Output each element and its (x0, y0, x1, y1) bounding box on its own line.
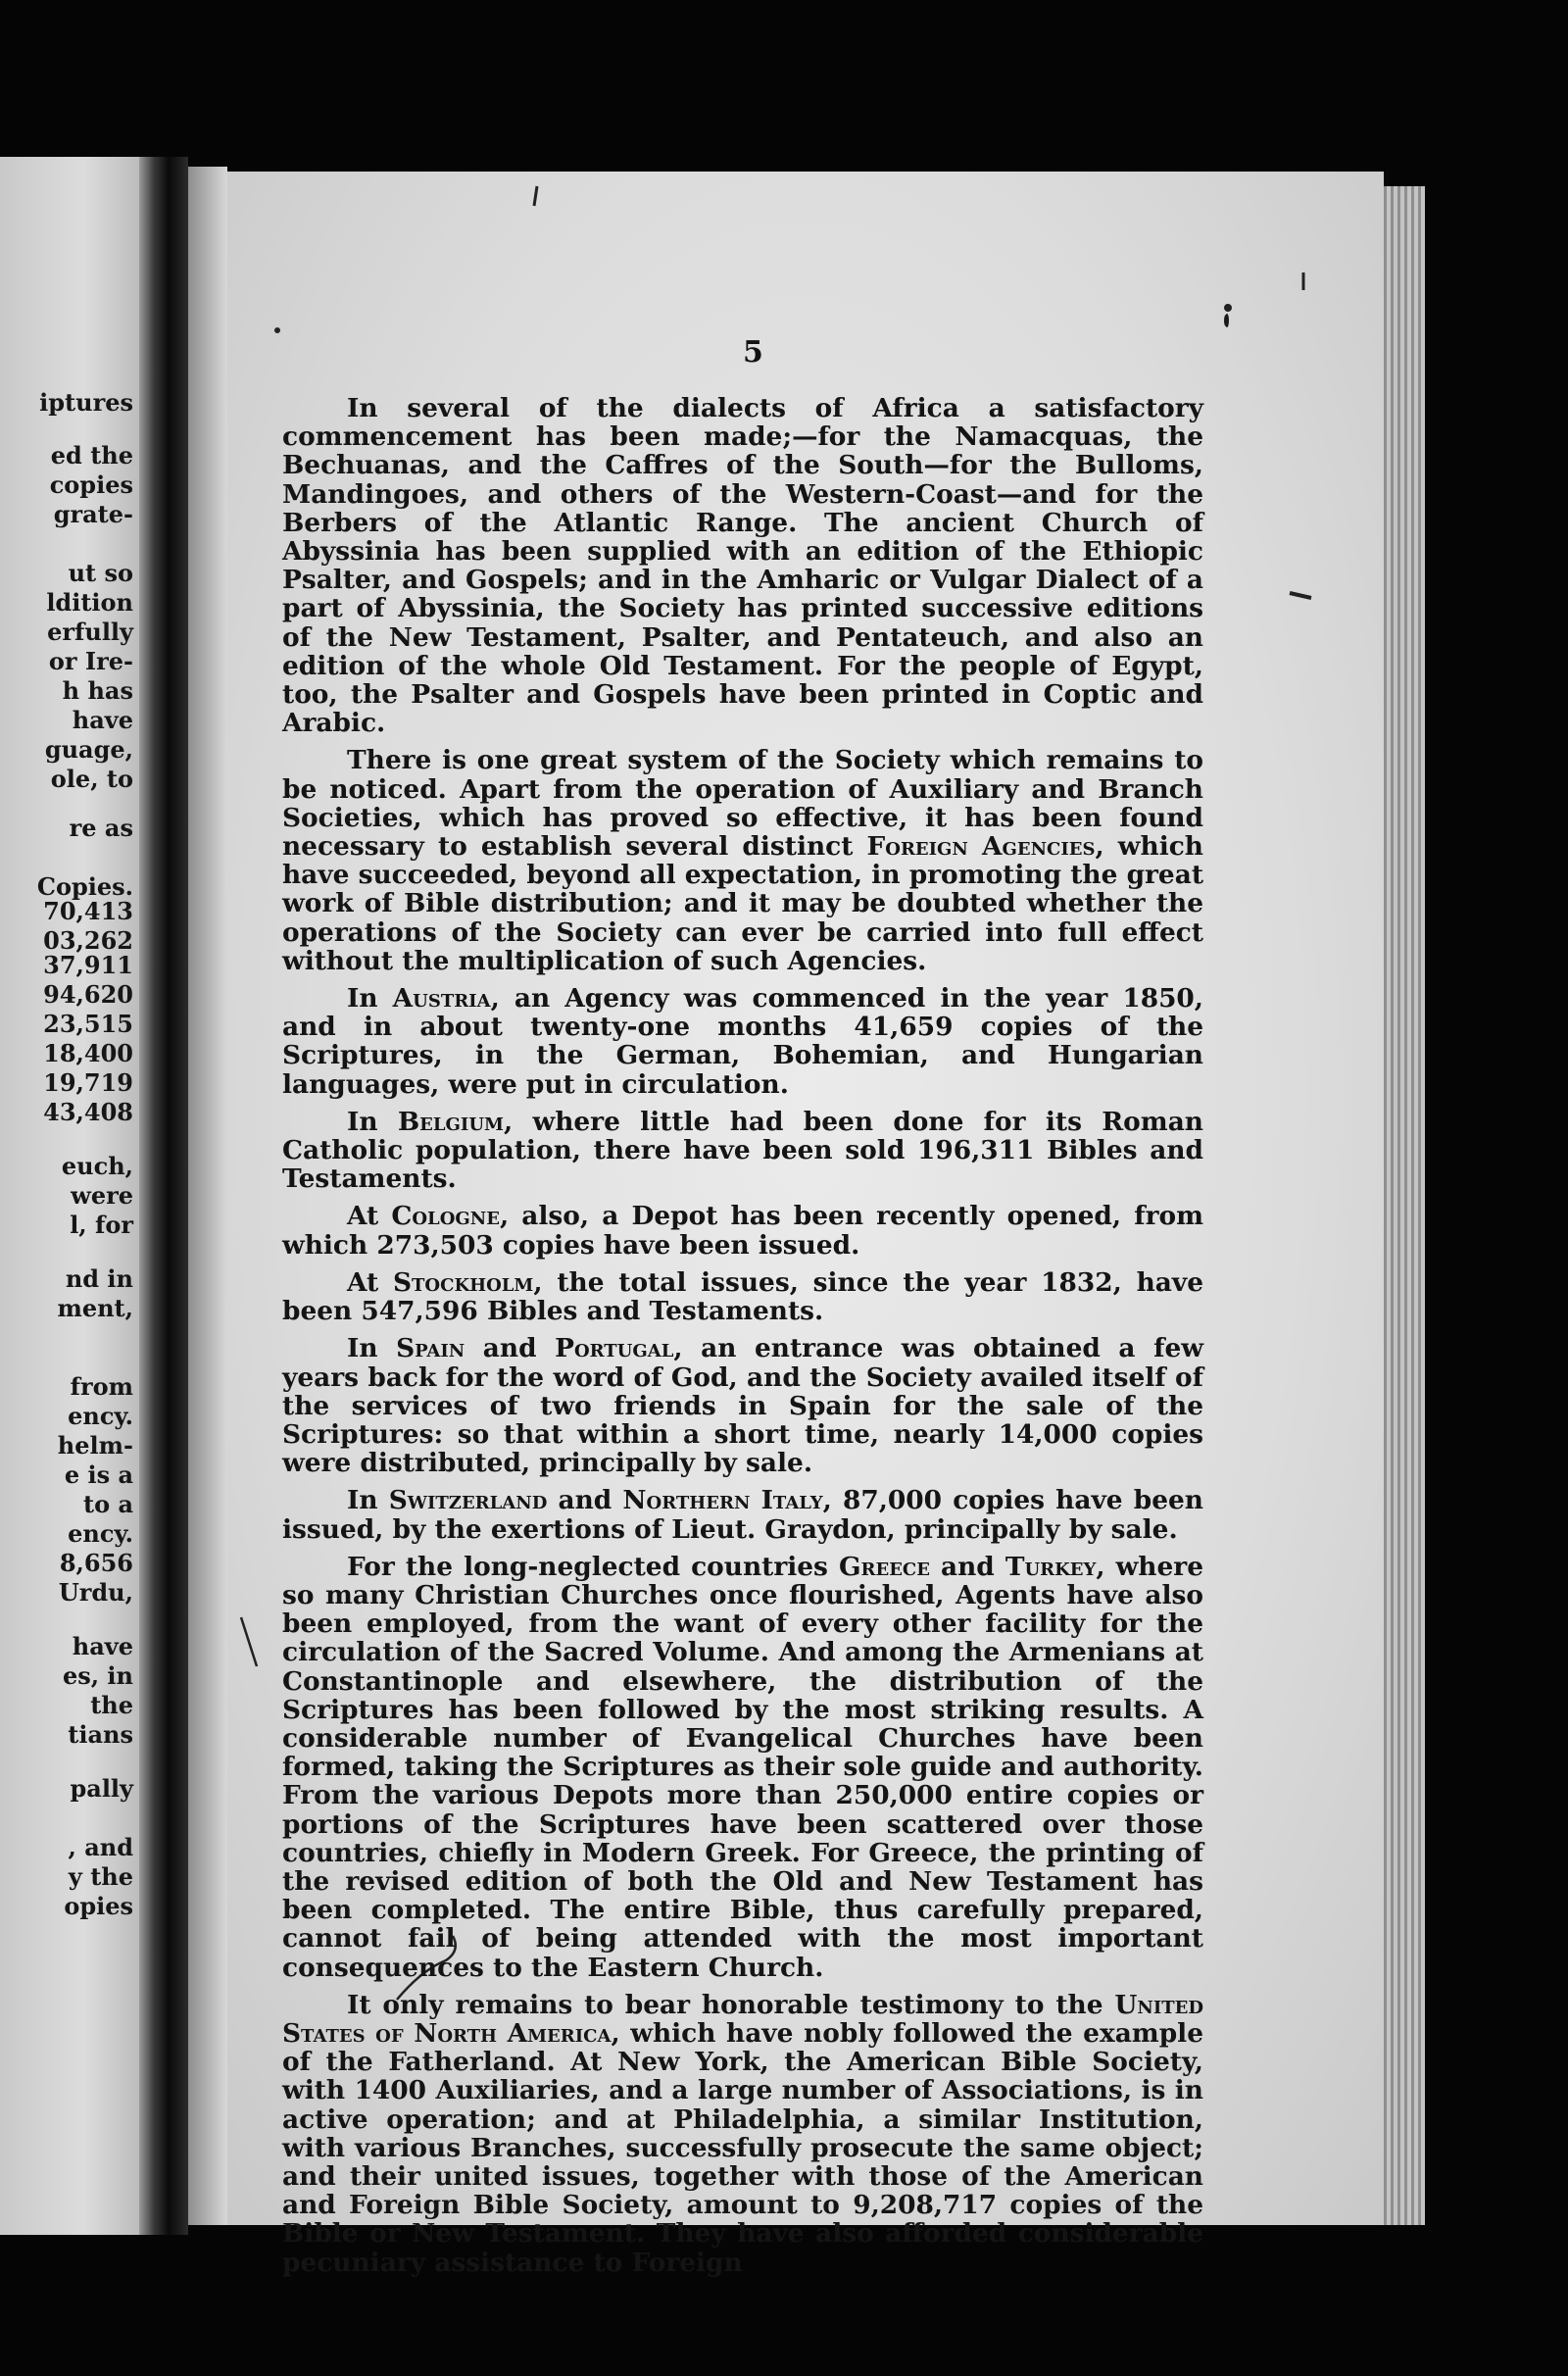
left-page-fragment: 03,262 (43, 926, 133, 955)
paragraph-text: At (347, 1201, 392, 1232)
left-page-fragment: ldition (46, 588, 133, 617)
left-page-fragment: y the (68, 1862, 133, 1891)
left-page-fragment: l, for (70, 1211, 133, 1239)
left-page-fragment: h has (62, 676, 133, 705)
small-caps-term: Spain (396, 1333, 466, 1364)
left-page-fragment: ency. (68, 1519, 133, 1548)
paragraph-text: , where little had been done for its Roman Catholic population, there have been sold 196,311 Bibles and Testaments. (282, 1106, 1203, 1195)
paragraph-text: and (465, 1333, 556, 1364)
paragraph-text: At (347, 1266, 393, 1298)
paragraph-text: , where so many Christian Churches once flourished, Agents have also been employed, from the want of every other facility for the circulation of the Sacred Volume. And among the Armenians at Constantinople and elsewhere, the distribution of the Scriptures has been followed by the most striking results. A considerable number of Evangelical Churches have been formed, taking the Scriptures as their sole guide and authority. From the various Depots more than 250,000 entire copies or portions of the Scriptures have been scattered over those countries, chiefly in Modern Greek. For Greece, the printing of the revised edition of both the Old and New Testament has been completed. The entire Bible, thus carefully prepared, cannot fail of being attended with the most important consequences to the Eastern Church. (282, 1551, 1203, 1983)
left-page-fragment: iptures (39, 388, 133, 417)
left-page-fragment: Copies. (36, 872, 133, 901)
left-page-fragment: nd in (65, 1264, 133, 1293)
paragraph-text: For the long-neglected countries (347, 1551, 839, 1582)
paragraph-austria (282, 984, 1203, 1099)
small-caps-term: Portugal (555, 1333, 674, 1364)
pen-stroke (1290, 593, 1311, 598)
small-caps-term: Northern Italy (622, 1485, 823, 1516)
left-page-fragment: e is a (64, 1460, 133, 1489)
left-page-fragment: guage, (44, 735, 133, 764)
paragraph-stockholm (282, 1268, 1203, 1325)
small-caps-term: United States of North America (282, 1989, 1203, 2049)
left-page-fragment: opies (64, 1892, 133, 1920)
left-page-fragment: erfully (47, 618, 133, 646)
paragraph-spain-portugal (282, 1334, 1203, 1477)
paragraph-text: , an Agency was commenced in the year 1850, and in about twenty-one months 41,659 copies of the Scriptures, in the German, Bohemian, and Hungarian languages, were put in circulation. (282, 983, 1203, 1100)
left-page-fragment: ole, to (50, 765, 133, 793)
small-caps-term: Turkey (1004, 1551, 1097, 1582)
paragraph-text: It only remains to bear honorable testimony to the (347, 1989, 1115, 2020)
paragraph-text: , which have succeeded, beyond all expectation, in promoting the great work of Bible distribution; and it may be doubted whether the operations of the Society can ever be carried into full effect without the multiplication of such Agencies. (282, 831, 1204, 976)
paragraph-foreign-agencies (282, 746, 1203, 975)
left-page-fragment: 19,719 (43, 1068, 133, 1097)
small-caps-term: Belgium (397, 1106, 504, 1137)
small-caps-term: Greece (838, 1551, 930, 1582)
left-page-fragment: have (72, 706, 133, 734)
body-text (282, 394, 1203, 2286)
paragraph-text: In (347, 983, 393, 1015)
page-number: 5 (743, 335, 763, 370)
left-page-fragment: to a (83, 1490, 133, 1518)
small-caps-term: Switzerland (388, 1485, 548, 1516)
paragraph-text: In several of the dialects of Africa a satisfactory commencement has been made;—for the Namacquas, the Bechuanas, and the Caffres of the South—for the Bulloms, Mandingoes, and others of the Western-Coast—and for the Berbers of the Atlantic Range. The ancient Church of Abyssinia has been supplied with an edition of the Ethiopic Psalter, and Gospels; and in the Amharic or Vulgar Dialect of a part of Abyssinia, the Society has printed successive editions of the New Testament, Psalter, and Pentateuch, and also an edition of the whole Old Testament. For the people of Egypt, too, the Psalter and Gospels have been printed in Coptic and Arabic. (282, 393, 1203, 739)
small-caps-term: Austria (392, 983, 491, 1015)
paragraph-text: , also, a Depot has been recently opened, from which 273,503 copies have been issued. (282, 1201, 1204, 1261)
left-page-fragment: were (71, 1181, 133, 1210)
paragraph-switzerland-italy (282, 1486, 1203, 1543)
left-page-fragment: tians (68, 1720, 133, 1749)
paragraph-belgium (282, 1108, 1203, 1194)
paragraph-cologne (282, 1202, 1203, 1259)
left-page-fragment: or Ire- (48, 647, 133, 675)
left-page-fragment: re as (69, 814, 133, 842)
small-caps-term: Cologne (391, 1201, 500, 1232)
left-page-fragment: Urdu, (58, 1578, 133, 1607)
paragraph-text: , which have nobly followed the example of the Fatherland. At New York, the American Bible Society, with 1400 Auxiliaries, and a large number of Associations, is in active operation; and at Philadelphia, a similar Institution, with various Branches, successfully prosecute the same object; and their united issues, together with those of the American and Foreign Bible Society, amount to 9,208,717 copies of the Bible or New Testament. They have also afforded considerable pecuniary assistance to Foreign (282, 2017, 1203, 2278)
paragraph-text: and (547, 1485, 623, 1516)
pen-stroke (534, 186, 537, 206)
paragraph-text: , 87,000 copies have been issued, by the exertions of Lieut. Graydon, principally by sale. (282, 1485, 1203, 1545)
paragraph-greece-turkey (282, 1553, 1203, 1982)
left-page-fragment: ency. (68, 1402, 133, 1430)
small-caps-term: Foreign Agencies (866, 831, 1096, 863)
left-page-fragment: 18,400 (43, 1039, 133, 1067)
pen-stroke (241, 1617, 257, 1666)
paragraph-africa (282, 394, 1203, 737)
paragraph-text: , an entrance was obtained a few years back for the word of God, and the Society availed itself of the services of two friends in Spain for the sale of the Scriptures: so that within a short time, nearly 14,000 copies were distributed, principally by sale. (282, 1333, 1203, 1479)
left-page-fragment: 94,620 (43, 980, 133, 1009)
left-page-fragment: es, in (62, 1661, 133, 1690)
left-page-fragment: 37,911 (43, 951, 133, 979)
left-page-fragment: 8,656 (59, 1549, 133, 1577)
left-page-fragment: grate- (53, 500, 133, 528)
paragraph-text: There is one great system of the Society which remains to be noticed. Apart from the operation of Auxiliary and Branch Societies, which has proved so effective, it has been found necessary to establish several distinct (282, 745, 1203, 863)
left-page-fragment: ed the (50, 441, 133, 470)
paragraph-united-states (282, 1991, 1203, 2277)
paragraph-text: In (347, 1333, 397, 1364)
paragraph-text: In (347, 1106, 398, 1137)
left-page-fragment: euch, (61, 1152, 133, 1180)
left-page-fragment: 23,515 (43, 1010, 133, 1038)
left-page-fragment: helm- (57, 1431, 133, 1460)
ink-dot (274, 327, 280, 333)
left-page-fragment: copies (49, 470, 133, 499)
left-page-fragment: ut so (68, 559, 133, 587)
small-caps-term: Stockholm (392, 1266, 534, 1298)
left-page-fragment: ment, (57, 1294, 133, 1322)
left-page-fragment: , and (68, 1833, 133, 1861)
paragraph-text: In (347, 1485, 389, 1516)
left-page-fragment: 43,408 (43, 1098, 133, 1126)
paragraph-text: and (929, 1551, 1005, 1582)
left-page-fragment: the (90, 1691, 133, 1719)
left-page-fragment: 70,413 (43, 897, 133, 925)
left-page-fragment: pally (70, 1774, 133, 1803)
left-page-fragment: from (70, 1372, 133, 1401)
left-page-fragment: have (72, 1632, 133, 1660)
paragraph-text: , the total issues, since the year 1832, have been 547,596 Bibles and Testaments. (282, 1266, 1204, 1327)
ink-dot (1224, 304, 1232, 312)
